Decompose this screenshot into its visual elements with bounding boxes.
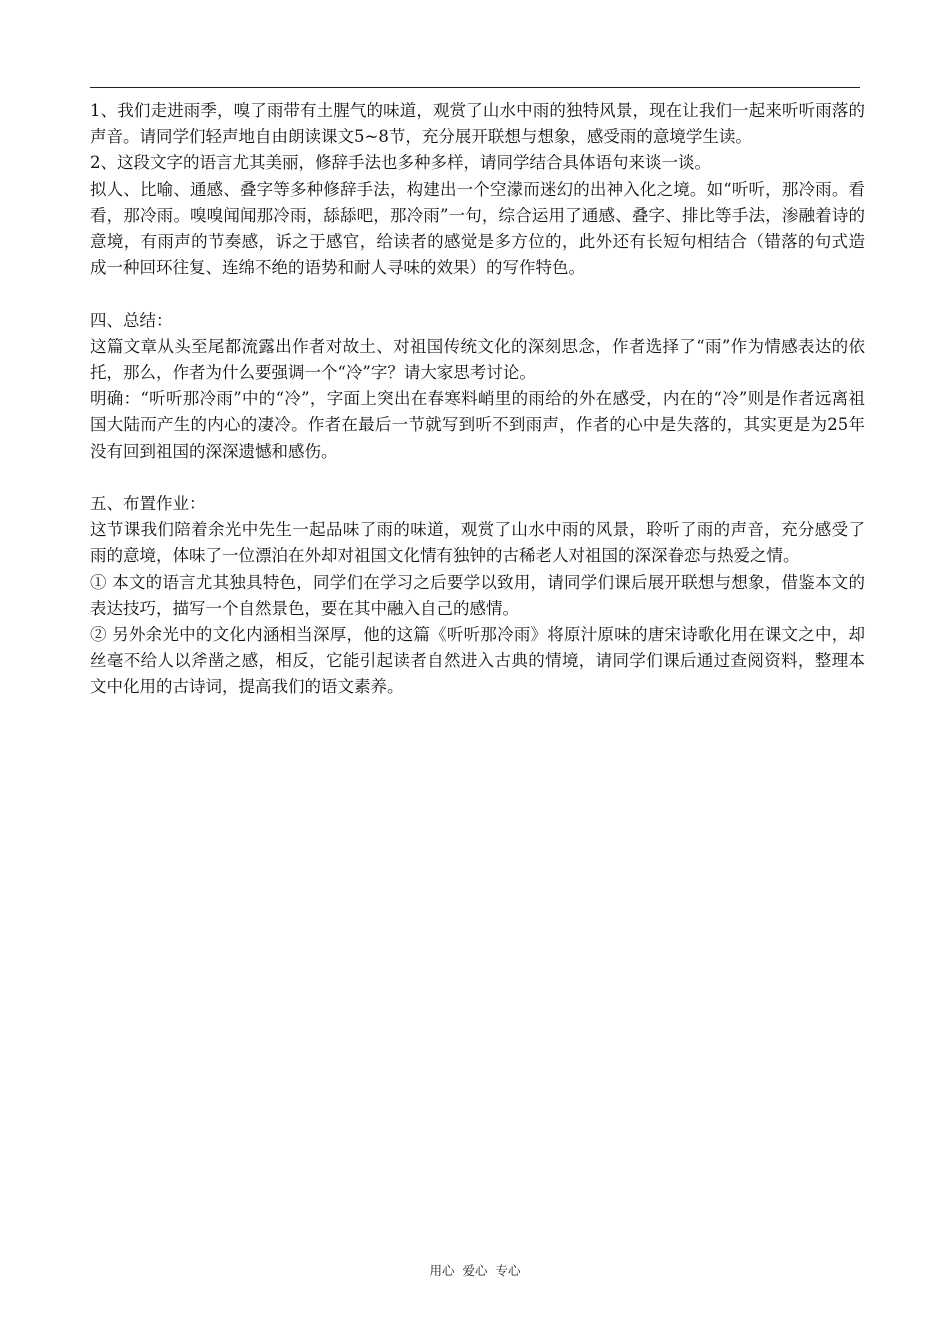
header-rule (90, 87, 860, 88)
section-heading-homework: 五、布置作业： (90, 494, 206, 514)
page-footer: 用心 爱心 专心 (429, 1263, 521, 1278)
homework-item-2: ② 另外余光中的文化内涵相当深厚，他的这篇《听听那冷雨》将原汁原味的唐宋诗歌化用在课文之中，却丝毫不给人以斧凿之感，相反，它能引起读者自然进入古典的情境，请同学们课后通过查阅资料，整理本文中化用的古诗词，提高我们的语文素养。 (90, 625, 865, 697)
section-heading-summary: 四、总结： (90, 310, 173, 330)
paragraph-rhetoric-question: 2、这段文字的语言尤其美丽，修辞手法也多种多样，请同学结合具体语句来谈一谈。 (90, 153, 711, 173)
homework-item-1: ① 本文的语言尤其独具特色，同学们在学习之后要学以致用，请同学们课后展开联想与想象，借鉴本文的表达技巧，描写一个自然景色，要在其中融入自己的感情。 (90, 572, 865, 618)
paragraph-clarification: 明确：“听听那冷雨”中的“冷”，字面上突出在春寒料峭里的雨给的外在感受，内在的“冷”则是作者远离祖国大陆而产生的内心的凄冷。作者在最后一节就写到听不到雨声，作者的心中是失落的，其实更是为25年没有回到祖国的深深遗憾和感伤。 (90, 389, 865, 461)
paragraph-rhetoric-answer: 拟人、比喻、通感、叠字等多种修辞手法，构建出一个空濛而迷幻的出神入化之境。如“听听，那冷雨。看看，那冷雨。嗅嗅闻闻那冷雨，舔舔吧，那冷雨”一句，综合运用了通感、叠字、排比等手法，渗融着诗的意境，有雨声的节奏感，诉之于感官，给读者的感觉是多方位的，此外还有长短句相结合（错落的句式造成一种回环往复、连绵不绝的语势和耐人寻味的效果）的写作特色。 (90, 179, 865, 278)
section-gap (90, 465, 865, 491)
section-gap (90, 281, 865, 307)
paragraph-summary: 这篇文章从头至尾都流露出作者对故土、对祖国传统文化的深刻思念，作者选择了“雨”作为情感表达的依托，那么，作者为什么要强调一个“冷”字？请大家思考讨论。 (90, 336, 865, 383)
document-body (90, 98, 865, 701)
paragraph-homework-intro: 这节课我们陪着余光中先生一起品味了雨的味道，观赏了山水中雨的风景，聆听了雨的声音，充分感受了雨的意境，体味了一位漂泊在外却对祖国文化情有独钟的古稀老人对祖国的深深眷恋与热爱之情。 (90, 520, 865, 566)
paragraph-listen-rain: 1、我们走进雨季，嗅了雨带有土腥气的味道，观赏了山水中雨的独特风景，现在让我们一起来听听雨落的声音。请同学们轻声地自由朗读课文5~8节，充分展开联想与想象，感受雨的意境学生读。 (90, 101, 865, 147)
